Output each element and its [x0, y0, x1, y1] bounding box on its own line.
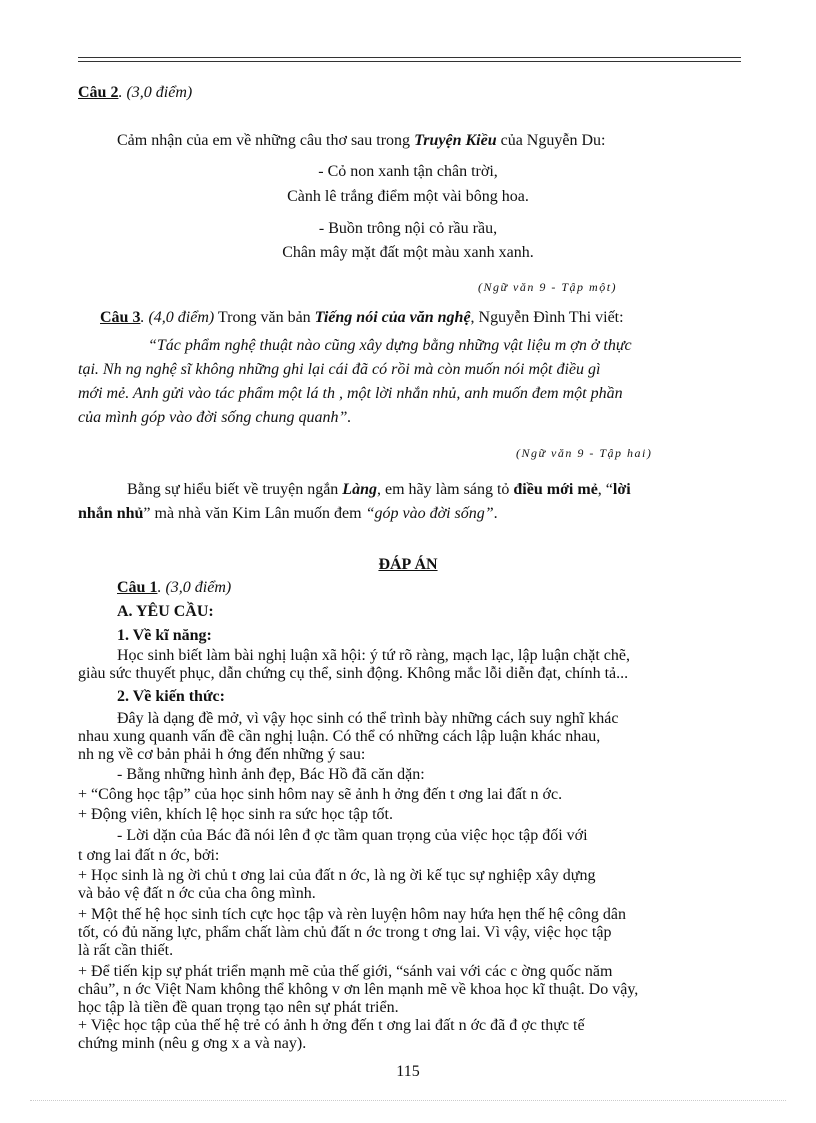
- q3-intro-end: , Nguyễn Đình Thi viết:: [470, 309, 624, 326]
- q3-quote-line-1: “Tác phẩm nghệ thuật nào cũng xây dựng bằng những vật liệu m ợn ở thực: [148, 337, 632, 354]
- q3-task-bold-2b: nhắn nhủ: [78, 505, 144, 522]
- q3-task-line-1: [127, 480, 631, 500]
- q2-intro: [117, 131, 605, 151]
- q3-task-text: Bằng sự hiểu biết về truyện ngắn: [127, 481, 343, 498]
- header-rule-top: [78, 57, 741, 58]
- knowledge-line-18: chứng minh (nêu g ơng x a và nay).: [78, 1035, 307, 1052]
- q2-label: Câu 2: [78, 84, 119, 101]
- q3-task-bold-2a: lời: [612, 481, 631, 498]
- q3-task-italic: “góp vào đời sống”: [365, 505, 494, 522]
- knowledge-line-12: tốt, có đủ năng lực, phẩm chất làm chủ đất n ớc trong t ơng lai. Vì vậy, việc học tập: [78, 924, 612, 941]
- header-rule-bottom: [78, 61, 741, 62]
- poem-line-3: - Buồn trông nội cỏ rầu rầu,: [318, 220, 498, 237]
- poem-line-2: Cành lê trắng điểm một vài bông hoa.: [287, 188, 529, 205]
- poem-line-1: - Cỏ non xanh tận chân trời,: [318, 163, 498, 180]
- q3-task-end: .: [493, 505, 498, 522]
- q3-points: . (4,0 điểm): [140, 309, 215, 326]
- q3-quote-line-3: mới mẻ. Anh gửi vào tác phẩm một lá th , một lời nhắn nhủ, anh muốn đem một phần: [78, 385, 623, 402]
- q3-task-line-2: [78, 504, 498, 524]
- q2-intro-end: của Nguyễn Du:: [496, 132, 606, 149]
- knowledge-line-16: học tập là tiền đề quan trọng tạo nên sự phát triển.: [78, 999, 399, 1016]
- q3-task-mid3: ” mà nhà văn Kim Lân muốn đem: [143, 505, 366, 522]
- q3-quote-line-4: của mình góp vào đời sống chung quanh”.: [78, 409, 352, 426]
- knowledge-line-6: + Động viên, khích lệ học sinh ra sức học tập tốt.: [78, 806, 393, 823]
- skill-line-1: Học sinh biết làm bài nghị luận xã hội: ý tứ rõ ràng, mạch lạc, lập luận chặt chẽ,: [117, 647, 630, 664]
- knowledge-line-11: + Một thế hệ học sinh tích cực học tập và rèn luyện hôm nay hứa hẹn thế hệ công dân: [78, 906, 626, 923]
- page-number: 115: [396, 1063, 420, 1080]
- poem-line-4: Chân mây mặt đất một màu xanh xanh.: [282, 244, 534, 261]
- q1-label: Câu 1: [117, 579, 158, 596]
- q2-source: (Ngữ văn 9 - Tập một): [478, 280, 618, 294]
- knowledge-line-10: và bảo vệ đất n ớc của cha ông mình.: [78, 885, 316, 902]
- q1-heading: [117, 578, 231, 598]
- footer-dotted-line: [30, 1100, 786, 1101]
- answer-title: ĐÁP ÁN: [378, 556, 438, 573]
- q3-heading: [100, 308, 624, 328]
- q2-work-title: Truyện Kiều: [414, 132, 497, 149]
- section-a-heading: A. YÊU CẦU:: [117, 603, 214, 620]
- q1-points: . (3,0 điểm): [157, 579, 232, 596]
- knowledge-line-9: + Học sinh là ng ời chủ t ơng lai của đất n ớc, là ng ời kế tục sự nghiệp xây dựng: [78, 867, 596, 884]
- knowledge-line-8: t ơng lai đất n ớc, bởi:: [78, 847, 220, 864]
- q2-points: . (3,0 điểm): [118, 84, 193, 101]
- q3-intro-text: Trong văn bản: [214, 309, 315, 326]
- knowledge-line-15: châu”, n ớc Việt Nam không thể không v ơn lên mạnh mẽ về khoa học kĩ thuật. Do vậy,: [78, 981, 639, 998]
- q2-heading: [78, 83, 192, 103]
- knowledge-line-3: nh ng về cơ bản phải h ớng đến những ý sau:: [78, 746, 366, 763]
- knowledge-line-2: nhau xung quanh vấn đề cần nghị luận. Có thể có những cách lập luận khác nhau,: [78, 728, 601, 745]
- skill-line-2: giàu sức thuyết phục, dẫn chứng cụ thể, sinh động. Không mắc lỗi diễn đạt, chính tả...: [78, 665, 629, 682]
- knowledge-line-4: - Bằng những hình ảnh đẹp, Bác Hồ đã căn dặn:: [117, 766, 425, 783]
- q3-task-work: Làng: [342, 481, 377, 498]
- knowledge-line-14: + Để tiến kịp sự phát triển mạnh mẽ của thế giới, “sánh vai với các c ờng quốc năm: [78, 963, 613, 980]
- knowledge-heading: 2. Về kiến thức:: [117, 688, 225, 705]
- q3-label: Câu 3: [100, 309, 141, 326]
- knowledge-line-5: + “Công học tập” của học sinh hôm nay sẽ ảnh h ởng đến t ơng lai đất n ớc.: [78, 786, 563, 803]
- knowledge-line-17: + Việc học tập của thế hệ trẻ có ảnh h ởng đến t ơng lai đất n ớc đã đ ợc thực tế: [78, 1017, 585, 1034]
- knowledge-line-13: là rất cần thiết.: [78, 942, 174, 959]
- skill-heading: 1. Về kĩ năng:: [117, 627, 212, 644]
- knowledge-line-1: Đây là dạng đề mở, vì vậy học sinh có thể trình bày những cách suy nghĩ khác: [117, 710, 619, 727]
- q3-work-title: Tiếng nói của văn nghệ: [314, 309, 471, 326]
- q3-task-bold-1: điều mới mẻ: [513, 481, 598, 498]
- q3-task-mid2: , “: [597, 481, 613, 498]
- knowledge-line-7: - Lời dặn của Bác đã nói lên đ ợc tầm quan trọng của việc học tập đối với: [117, 827, 588, 844]
- q3-quote-line-2: tại. Nh ng nghệ sĩ không những ghi lại cái đã có rồi mà còn muốn nói một điều gì: [78, 361, 601, 378]
- q3-source: (Ngữ văn 9 - Tập hai): [516, 446, 653, 460]
- q2-intro-text: Cảm nhận của em về những câu thơ sau trong: [117, 132, 415, 149]
- q3-task-mid1: , em hãy làm sáng tỏ: [376, 481, 514, 498]
